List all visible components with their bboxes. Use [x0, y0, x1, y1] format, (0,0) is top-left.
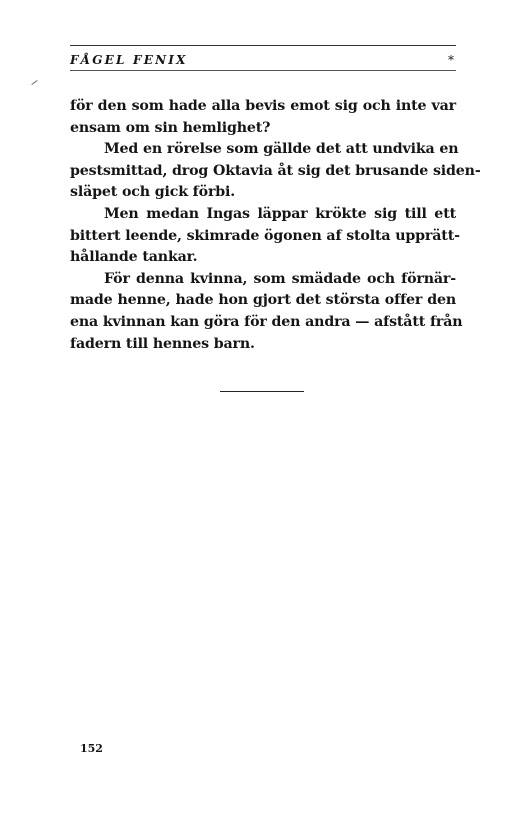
stray-print-mark	[31, 80, 37, 85]
header-ornament: *	[448, 53, 454, 67]
text-line: pestsmittad, drog Oktavia åt sig det brusande siden-	[70, 162, 481, 179]
text-line: ensam om sin hemlighet?	[70, 119, 271, 136]
running-title: FÅGEL FENIX	[70, 53, 188, 67]
header-top-rule	[70, 45, 456, 46]
text-line: Med en rörelse som gällde det att undvika en	[104, 141, 459, 158]
body-text	[70, 96, 481, 355]
text-line: släpet och gick förbi.	[70, 184, 236, 201]
text-line: fadern till hennes barn.	[70, 335, 255, 352]
text-line: bittert leende, skimrade ögonen af stolta upprätt-	[70, 227, 460, 244]
section-separator	[220, 391, 304, 392]
text-line: för den som hade alla bevis emot sig och inte var	[70, 98, 456, 114]
header-bottom-rule	[70, 70, 456, 71]
text-line: made henne, hade hon gjort det största offer den	[70, 292, 456, 309]
text-line: För denna kvinna, som smädade och förnär-	[104, 270, 456, 287]
text-line: Men medan Ingas läppar krökte sig till ett	[104, 205, 456, 222]
text-line: ena kvinnan kan göra för den andra — afstått från	[70, 313, 463, 330]
text-line: hållande tankar.	[70, 249, 198, 266]
page-number: 152	[80, 742, 103, 755]
running-header	[70, 52, 456, 68]
